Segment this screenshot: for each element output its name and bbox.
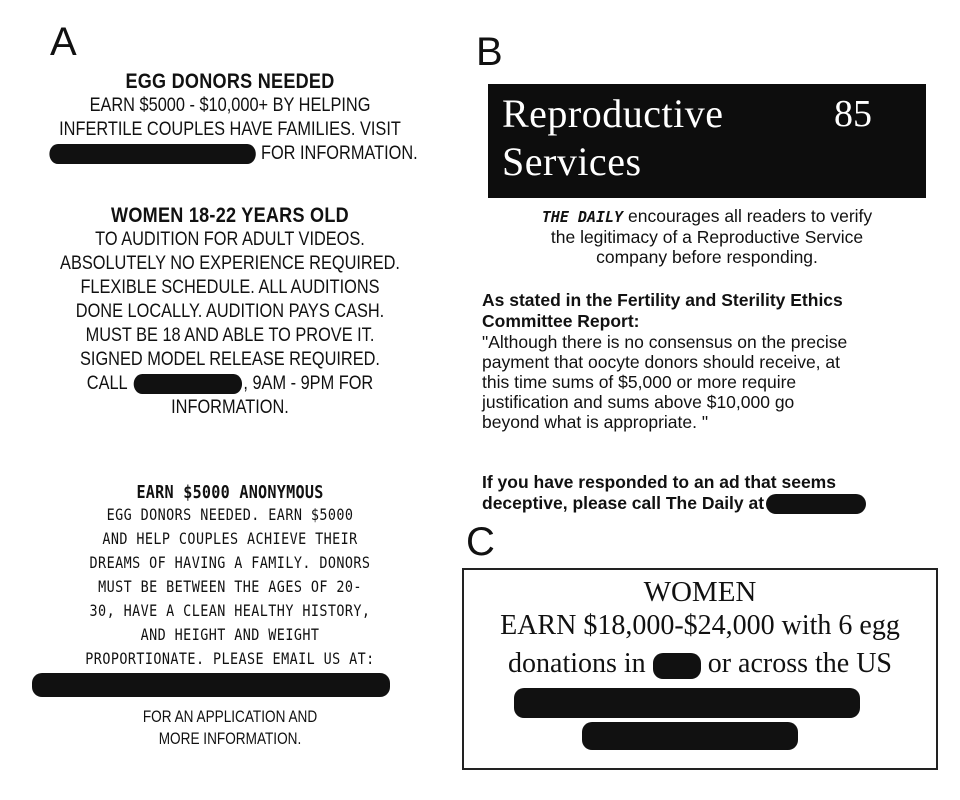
egg-donors-ad [20, 70, 440, 166]
women-ad-line: or across the US [707, 648, 892, 679]
adult-video-line: ABSOLUTELY NO EXPERIENCE REQUIRED. [60, 253, 400, 274]
notice-line: company before responding. [596, 247, 818, 267]
deceptive-ad-callout [482, 472, 932, 514]
adult-video-line: MUST BE 18 AND ABLE TO PROVE IT. [85, 325, 375, 346]
women-ad-line: donations in [508, 648, 646, 679]
anonymous-donor-line: MUST BE BETWEEN THE AGES OF 20- [98, 577, 362, 596]
egg-donors-title: EGG DONORS NEEDED [125, 70, 335, 93]
anonymous-donor-title: EARN $5000 ANONYMOUS [136, 482, 324, 503]
adult-video-title: WOMEN 18-22 YEARS OLD [111, 204, 349, 227]
verification-notice [488, 206, 926, 267]
panel-a-label: A [50, 20, 77, 64]
adult-video-line: DONE LOCALLY. AUDITION PAYS CASH. [75, 301, 385, 322]
redaction-bar [653, 653, 701, 679]
header-title-line: Services [502, 139, 642, 184]
quote-line: justification and sums above $10,000 go [482, 392, 795, 412]
call-suffix: , 9AM - 9PM FOR [243, 373, 374, 394]
ethics-report-quote [482, 290, 932, 432]
panel-c-label: C [466, 520, 495, 564]
notice-line: encourages all readers to verify [628, 206, 873, 226]
quote-line: "Although there is no consensus on the precise [482, 332, 848, 352]
quote-line: this time sums of $5,000 or more require [482, 372, 797, 392]
redaction-bar [32, 673, 390, 697]
report-heading: Committee Report: [482, 311, 640, 331]
egg-donors-line: FOR INFORMATION. [260, 143, 418, 164]
redaction-bar [766, 494, 866, 514]
redaction-bar [582, 722, 798, 750]
anonymous-donor-line: EGG DONORS NEEDED. EARN $5000 [106, 505, 354, 524]
call-prefix: CALL [86, 373, 128, 394]
panel-b-label: B [476, 30, 503, 74]
callout-line: If you have responded to an ad that seems [482, 472, 836, 492]
women-earn-ad [462, 568, 938, 770]
anonymous-donor-line: PROPORTIONATE. PLEASE EMAIL US AT: [85, 649, 375, 668]
egg-donors-line: EARN $5000 - $10,000+ BY HELPING [89, 95, 371, 116]
header-section-number: 85 [834, 93, 872, 135]
newspaper-name: THE DAILY [541, 208, 624, 226]
women-ad-title: WOMEN [643, 576, 757, 608]
adult-video-line: SIGNED MODEL RELEASE REQUIRED. [80, 349, 380, 370]
reproductive-services-header [488, 84, 926, 198]
quote-line: beyond what is appropriate. " [482, 412, 709, 432]
anonymous-donor-line: 30, HAVE A CLEAN HEALTHY HISTORY, [89, 601, 371, 620]
notice-line: the legitimacy of a Reproductive Service [550, 227, 864, 247]
redaction-bar [133, 374, 241, 394]
adult-video-ad [20, 204, 440, 420]
anonymous-donor-line: DREAMS OF HAVING A FAMILY. DONORS [89, 553, 371, 572]
anonymous-donor-line: AND HELP COUPLES ACHIEVE THEIR [102, 529, 358, 548]
anonymous-donor-footer [20, 706, 440, 750]
anonymous-donor-line: AND HEIGHT AND WEIGHT [140, 625, 320, 644]
redaction-bar [49, 144, 255, 164]
adult-video-line: TO AUDITION FOR ADULT VIDEOS. [95, 229, 365, 250]
adult-video-line: FLEXIBLE SCHEDULE. ALL AUDITIONS [80, 277, 380, 298]
redaction-bar [514, 688, 860, 718]
women-ad-line: EARN $18,000-$24,000 with 6 egg [500, 610, 900, 641]
anonymous-donor-footer-line: FOR AN APPLICATION AND [142, 707, 318, 726]
header-title-line: Reproductive [502, 91, 724, 136]
anonymous-donor-footer-line: MORE INFORMATION. [158, 729, 302, 748]
callout-line: deceptive, please call The Daily at [482, 493, 765, 513]
adult-video-line: INFORMATION. [171, 397, 289, 418]
quote-line: payment that oocyte donors should receive, at [482, 352, 840, 372]
report-heading: As stated in the Fertility and Sterility Ethics [482, 290, 843, 310]
egg-donors-line: INFERTILE COUPLES HAVE FAMILIES. VISIT [59, 119, 401, 140]
anonymous-donor-ad [20, 482, 440, 671]
